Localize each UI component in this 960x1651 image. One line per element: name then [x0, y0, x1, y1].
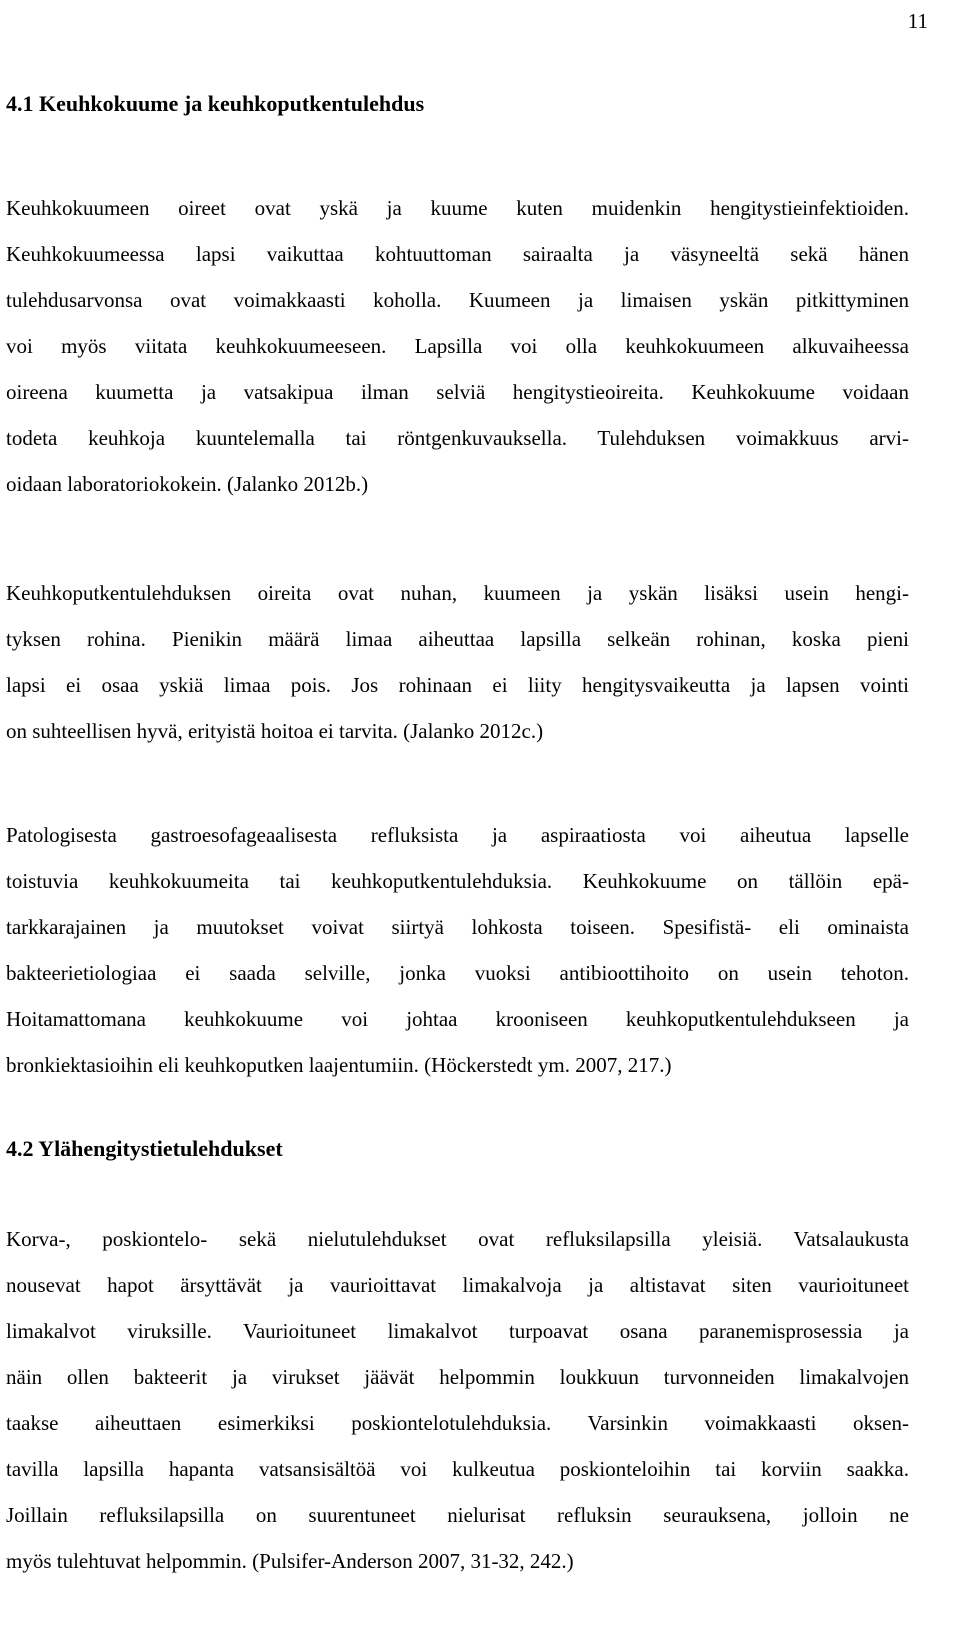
text-line: Patologisesta gastroesofageaalisesta refluksista ja aspiraatiosta voi aiheutua lapselle [6, 823, 909, 847]
text-line: Keuhkoputkentulehduksen oireita ovat nuhan, kuumeen ja yskän lisäksi usein hengi- [6, 581, 909, 605]
text-line: toistuvia keuhkokuumeita tai keuhkoputkentulehduksia. Keuhkokuume on tällöin epä- [6, 869, 909, 893]
text-line: näin ollen bakteerit ja virukset jäävät helpommin loukkuun turvonneiden limakalvojen [6, 1365, 909, 1389]
text-line: oireena kuumetta ja vatsakipua ilman selviä hengitystieoireita. Keuhkokuume voidaan [6, 380, 909, 404]
paragraph [6, 812, 909, 1088]
text-line: tyksen rohina. Pienikin määrä limaa aiheuttaa lapsilla selkeän rohinan, koska pieni [6, 627, 909, 651]
text-line: Keuhkokuumeen oireet ovat yskä ja kuume kuten muidenkin hengitystieinfektioiden. [6, 196, 909, 220]
text-line: Hoitamattomana keuhkokuume voi johtaa krooniseen keuhkoputkentulehdukseen ja [6, 1007, 909, 1031]
text-line: tarkkarajainen ja muutokset voivat siirtyä lohkosta toiseen. Spesifistä- eli ominaista [6, 915, 909, 939]
paragraph [6, 1216, 909, 1584]
text-line: oidaan laboratoriokokein. (Jalanko 2012b.) [6, 472, 369, 496]
text-line: voi myös viitata keuhkokuumeeseen. Lapsilla voi olla keuhkokuumeen alkuvaiheessa [6, 334, 909, 358]
text-line: nousevat hapot ärsyttävät ja vaurioittavat limakalvoja ja altistavat siten vaurioituneet [6, 1273, 909, 1297]
page-number: 11 [907, 9, 928, 33]
text-line: bakteerietiologiaa ei saada selville, jonka vuoksi antibioottihoito on usein tehoton. [6, 961, 909, 985]
text-line: on suhteellisen hyvä, erityistä hoitoa ei tarvita. (Jalanko 2012c.) [6, 719, 544, 743]
text-line: todeta keuhkoja kuuntelemalla tai röntgenkuvauksella. Tulehduksen voimakkuus arvi- [6, 426, 909, 450]
text-line: Joillain refluksilapsilla on suurentuneet nielurisat refluksin seurauksena, jolloin ne [6, 1503, 909, 1527]
text-line: Keuhkokuumeessa lapsi vaikuttaa kohtuuttoman sairaalta ja väsyneeltä sekä hänen [6, 242, 909, 266]
text-line: taakse aiheuttaen esimerkiksi poskiontelotulehduksia. Varsinkin voimakkaasti oksen- [6, 1411, 909, 1435]
paragraph [6, 185, 909, 507]
text-line: myös tulehtuvat helpommin. (Pulsifer-Anderson 2007, 31-32, 242.) [6, 1549, 574, 1573]
text-line: Korva-, poskiontelo- sekä nielutulehdukset ovat refluksilapsilla yleisiä. Vatsalaukusta [6, 1227, 909, 1251]
text-line: limakalvot viruksille. Vaurioituneet limakalvot turpoavat osana paranemisprosessia ja [6, 1319, 909, 1343]
text-line: tulehdusarvonsa ovat voimakkaasti koholla. Kuumeen ja limaisen yskän pitkittyminen [6, 288, 909, 312]
section-heading: 4.2 Ylähengitystietulehdukset [6, 1136, 283, 1161]
text-line: bronkiektasioihin eli keuhkoputken laajentumiin. (Höckerstedt ym. 2007, 217.) [6, 1053, 672, 1077]
text-line: lapsi ei osaa yskiä limaa pois. Jos rohinaan ei liity hengitysvaikeutta ja lapsen vointi [6, 673, 909, 697]
section-heading: 4.1 Keuhkokuume ja keuhkoputkentulehdus [6, 91, 425, 116]
paragraph [6, 570, 909, 754]
text-line: tavilla lapsilla hapanta vatsansisältöä voi kulkeutua poskionteloihin tai korviin saakka. [6, 1457, 909, 1481]
